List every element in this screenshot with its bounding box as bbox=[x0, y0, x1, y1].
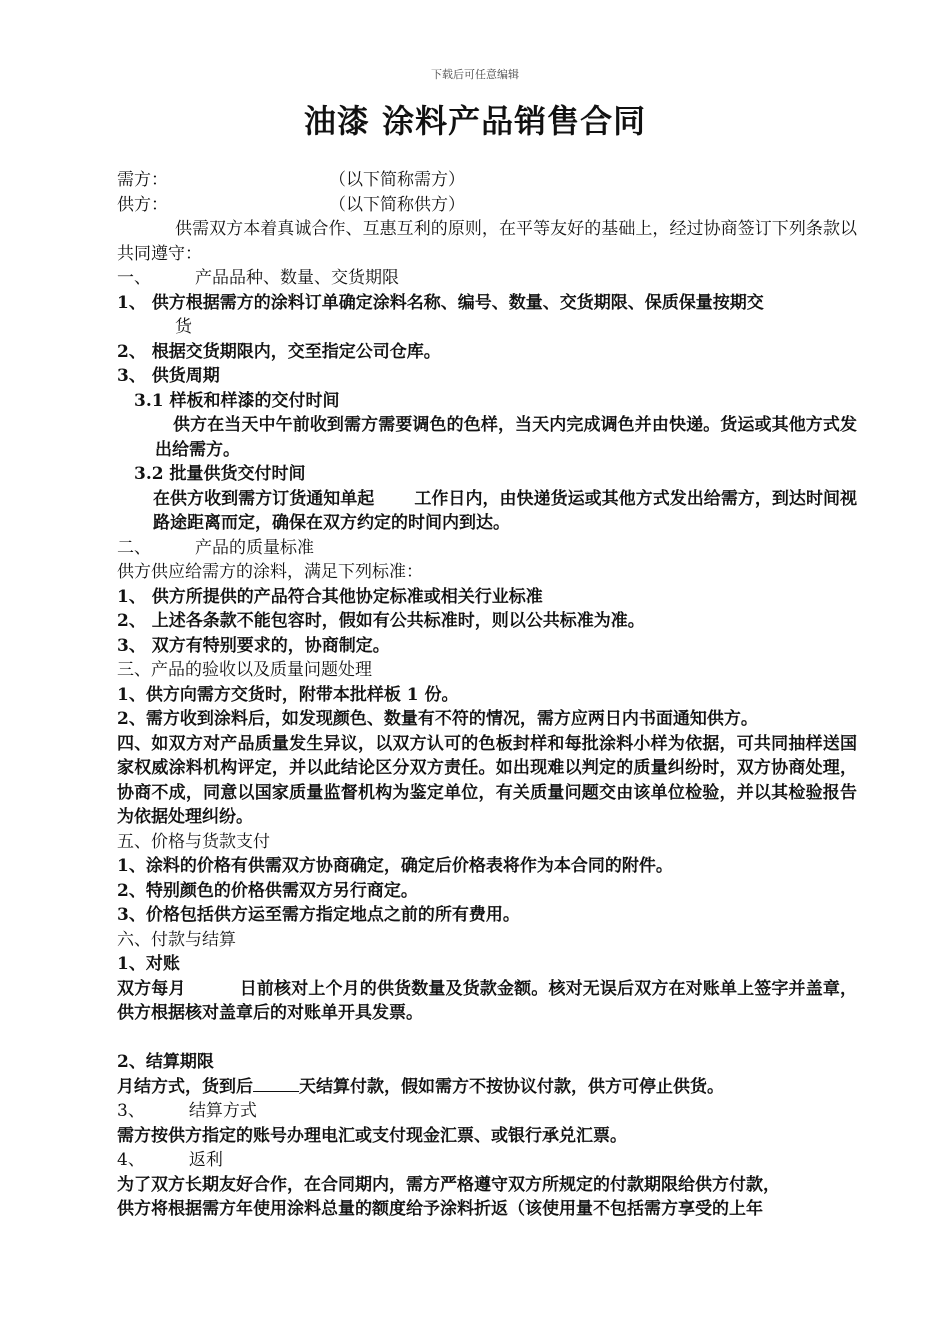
reconcile-text-b: 日前核对上个月的供货数量及货款金额。核对无误后双方在对账单上签字并盖章，供方根据核对盖章后的对账单开具发票。 bbox=[117, 978, 858, 1023]
document-title: 油漆 涂料产品销售合同 bbox=[303, 102, 647, 140]
section-6-item-4-number: 4、 bbox=[117, 1150, 145, 1170]
section-6-item-4-text-line-1: 为了双方长期友好合作，在合同期内，需方严格遵守双方所规定的付款期限给供方付款， bbox=[117, 1174, 780, 1195]
settlement-text-a: 月结方式，货到后 bbox=[117, 1076, 253, 1097]
section-1-item-1-continued: 货 bbox=[175, 317, 192, 337]
section-6-item-4-heading bbox=[117, 1148, 857, 1173]
demand-party-note: （以下简称需方） bbox=[329, 170, 465, 190]
section-6-item-1-text bbox=[117, 977, 857, 1026]
section-1-number: 一、 bbox=[117, 268, 151, 288]
section-2-heading bbox=[117, 536, 857, 561]
section-2-item-3: 3、 双方有特别要求的，协商制定。 bbox=[117, 635, 390, 656]
delivery-days-text-b: 工作日内，由快递货运或其他方式发出给需方，到达时间视路途距离而定，确保在双方约定的时间内到达。 bbox=[153, 488, 858, 533]
section-5-item-1: 1、涂料的价格有供需双方协商确定，确定后价格表将作为本合同的附件。 bbox=[117, 856, 673, 876]
contract-body bbox=[117, 168, 857, 1222]
demand-party-label: 需方： bbox=[117, 170, 168, 190]
section-1-heading bbox=[117, 266, 857, 291]
section-6-item-1-title: 1、对账 bbox=[117, 954, 180, 974]
section-1-item-3-2-title: 3.2 批量供货交付时间 bbox=[134, 464, 306, 484]
section-1-item-3: 3、 供货周期 bbox=[117, 366, 220, 386]
section-3-item-2: 2、需方收到涂料后，如发现颜色、数量有不符的情况，需方应两日内书面通知供方。 bbox=[117, 709, 758, 729]
section-6-heading: 六、付款与结算 bbox=[117, 929, 236, 950]
section-6-item-4-text-line-2: 供方将根据需方年使用涂料总量的额度给予涂料折返（该使用量不包括需方享受的上年 bbox=[117, 1199, 763, 1219]
blank-line bbox=[117, 1026, 857, 1051]
section-1-item-2: 2、 根据交货期限内，交至指定公司仓库。 bbox=[117, 341, 441, 362]
section-5-item-3: 3、价格包括供方运至需方指定地点之前的所有费用。 bbox=[117, 905, 520, 925]
section-2-number: 二、 bbox=[117, 537, 151, 558]
section-2-item-1: 1、 供方所提供的产品符合其他协定标准或相关行业标准 bbox=[117, 586, 543, 607]
supply-party-label: 供方： bbox=[117, 194, 168, 215]
section-1-title: 产品品种、数量、交货期限 bbox=[195, 268, 399, 288]
section-3-heading: 三、产品的验收以及质量问题处理 bbox=[117, 660, 372, 680]
section-2-item-2: 2、 上述各条款不能包容时，假如有公共标准时，则以公共标准为准。 bbox=[117, 611, 645, 631]
section-3-item-1: 1、供方向需方交货时，附带本批样板 1 份。 bbox=[117, 684, 459, 705]
supply-party-note: （以下简称供方） bbox=[329, 194, 465, 215]
section-4-paragraph: 四、如双方对产品质量发生异议，以双方认可的色板封样和每批涂料小样为依据，可共同抽样送国家权威涂料机构评定，并以此结论区分双方责任。如出现难以判定的质量纠纷时，双方协商处理，协商不成，同意以国家质量监督机构为鉴定单位，有关质量问题交由该单位检验，并以其检验报告为依据处理纠纷。 bbox=[117, 733, 857, 827]
section-1-item-1: 1、 供方根据需方的涂料订单确定涂料名称、编号、数量、交货期限、保质保量按期交 bbox=[117, 292, 764, 313]
section-1-item-3-1-text: 供方在当天中午前收到需方需要调色的色样，当天内完成调色并由快递。货运或其他方式发出给需方。 bbox=[155, 415, 857, 460]
delivery-days-text-a: 在供方收到需方订货通知单起 bbox=[153, 488, 375, 509]
section-6-item-3-number: 3、 bbox=[117, 1101, 145, 1121]
section-2-lead: 供方供应给需方的涂料，满足下列标准： bbox=[117, 562, 423, 582]
section-1-item-3-2-text bbox=[117, 487, 857, 536]
section-1-item-3-1-title: 3.1 样板和样漆的交付时间 bbox=[134, 390, 340, 411]
intro-paragraph: 供需双方本着真诚合作、互惠互利的原则，在平等友好的基础上，经过协商签订下列条款以共同遵守： bbox=[117, 219, 857, 264]
settlement-days-blank bbox=[253, 1075, 299, 1092]
section-2-title: 产品的质量标准 bbox=[195, 537, 314, 558]
section-6-item-3-heading bbox=[117, 1099, 857, 1124]
section-6-item-3-title: 结算方式 bbox=[188, 1101, 257, 1121]
section-6-item-3-text: 需方按供方指定的账号办理电汇或支付现金汇票、或银行承兑汇票。 bbox=[117, 1125, 627, 1146]
demand-party-line bbox=[117, 168, 857, 193]
supply-party-line bbox=[117, 193, 857, 218]
section-6-item-2-text bbox=[117, 1075, 857, 1100]
settlement-text-b: 天结算付款，假如需方不按协议付款，供方可停止供货。 bbox=[299, 1076, 724, 1097]
section-6-item-4-title: 返利 bbox=[188, 1150, 223, 1170]
header-note: 下载后可任意编辑 bbox=[431, 68, 519, 81]
section-5-heading: 五、价格与货款支付 bbox=[117, 831, 270, 852]
section-5-item-2: 2、特别颜色的价格供需双方另行商定。 bbox=[117, 880, 418, 901]
reconcile-text-a: 双方每月 bbox=[117, 978, 186, 999]
section-6-item-2-title: 2、结算期限 bbox=[117, 1052, 214, 1072]
